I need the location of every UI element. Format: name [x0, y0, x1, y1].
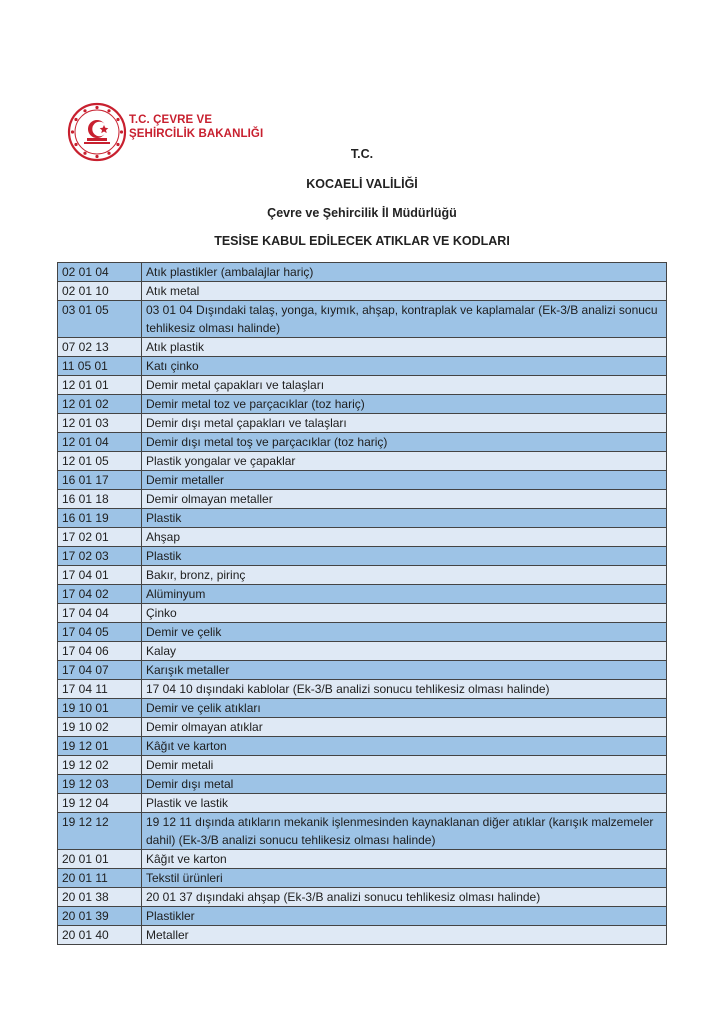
waste-code: 19 10 02 [58, 718, 142, 737]
table-row [58, 699, 667, 718]
table-row [58, 756, 667, 775]
waste-description: Kâğıt ve karton [142, 850, 667, 869]
table-row [58, 452, 667, 471]
table-row [58, 282, 667, 301]
waste-description: 03 01 04 Dışındaki talaş, yonga, kıymık, ahşap, kontraplak ve kaplamalar (Ek-3/B analizi sonucu tehlikesiz olması halinde) [142, 301, 667, 338]
waste-code: 19 12 03 [58, 775, 142, 794]
waste-description: Demir dışı metal [142, 775, 667, 794]
waste-description: 20 01 37 dışındaki ahşap (Ek-3/B analizi sonucu tehlikesiz olması halinde) [142, 888, 667, 907]
table-row [58, 509, 667, 528]
waste-description: 17 04 10 dışındaki kablolar (Ek-3/B analizi sonucu tehlikesiz olması halinde) [142, 680, 667, 699]
table-row [58, 263, 667, 282]
waste-description: Plastikler [142, 907, 667, 926]
table-row [58, 414, 667, 433]
heading-tc: T.C. [350, 147, 374, 161]
waste-code: 19 12 04 [58, 794, 142, 813]
waste-code: 17 04 07 [58, 661, 142, 680]
table-row [58, 376, 667, 395]
waste-code: 19 12 02 [58, 756, 142, 775]
waste-description: Kalay [142, 642, 667, 661]
waste-description: Kâğıt ve karton [142, 737, 667, 756]
ministry-name [129, 113, 263, 141]
waste-description: Demir dışı metal çapakları ve talaşları [142, 414, 667, 433]
table-row [58, 737, 667, 756]
waste-code: 20 01 01 [58, 850, 142, 869]
waste-description: Demir olmayan metaller [142, 490, 667, 509]
waste-code: 02 01 10 [58, 282, 142, 301]
table-row [58, 338, 667, 357]
waste-description: Karışık metaller [142, 661, 667, 680]
waste-code: 16 01 18 [58, 490, 142, 509]
waste-description: Plastik [142, 547, 667, 566]
table-row [58, 661, 667, 680]
waste-codes-body [58, 263, 667, 945]
waste-code: 20 01 40 [58, 926, 142, 945]
waste-code: 16 01 17 [58, 471, 142, 490]
waste-description: Çinko [142, 604, 667, 623]
waste-code: 19 10 01 [58, 699, 142, 718]
waste-code: 19 12 12 [58, 813, 142, 850]
waste-description: Metaller [142, 926, 667, 945]
waste-code: 17 04 04 [58, 604, 142, 623]
table-row [58, 718, 667, 737]
waste-code: 12 01 04 [58, 433, 142, 452]
waste-description: Demir metal çapakları ve talaşları [142, 376, 667, 395]
table-row [58, 604, 667, 623]
waste-code: 12 01 02 [58, 395, 142, 414]
waste-description: Katı çinko [142, 357, 667, 376]
table-row [58, 775, 667, 794]
table-row [58, 357, 667, 376]
waste-code: 17 04 02 [58, 585, 142, 604]
waste-code: 11 05 01 [58, 357, 142, 376]
waste-code: 17 04 11 [58, 680, 142, 699]
waste-description: Atık metal [142, 282, 667, 301]
waste-code: 12 01 01 [58, 376, 142, 395]
heading-directorate: Çevre ve Şehircilik İl Müdürlüğü [267, 206, 457, 220]
heading-governorship: KOCAELİ VALİLİĞİ [306, 177, 418, 191]
waste-code: 03 01 05 [58, 301, 142, 338]
waste-description: 19 12 11 dışında atıkların mekanik işlenmesinden kaynaklanan diğer atıklar (karışık malzemeler dahil) (Ek-3/B analizi sonucu tehlikesiz olması halinde) [142, 813, 667, 850]
table-row [58, 490, 667, 509]
waste-description: Demir dışı metal toş ve parçacıklar (toz hariç) [142, 433, 667, 452]
waste-description: Plastik ve lastik [142, 794, 667, 813]
waste-description: Tekstil ürünleri [142, 869, 667, 888]
ministry-name-line2: ŞEHİRCİLİK BAKANLIĞI [129, 128, 264, 140]
waste-description: Bakır, bronz, pirinç [142, 566, 667, 585]
waste-code: 07 02 13 [58, 338, 142, 357]
table-row [58, 528, 667, 547]
table-row [58, 623, 667, 642]
waste-code: 20 01 39 [58, 907, 142, 926]
waste-description: Demir metaller [142, 471, 667, 490]
table-row [58, 642, 667, 661]
waste-code: 17 02 01 [58, 528, 142, 547]
table-row [58, 907, 667, 926]
table-row [58, 433, 667, 452]
table-row [58, 395, 667, 414]
document-title: TESİSE KABUL EDİLECEK ATIKLAR VE KODLARI [214, 234, 510, 248]
table-row [58, 869, 667, 888]
waste-description: Ahşap [142, 528, 667, 547]
waste-code: 16 01 19 [58, 509, 142, 528]
waste-code: 20 01 38 [58, 888, 142, 907]
table-row [58, 471, 667, 490]
waste-description: Demir ve çelik atıkları [142, 699, 667, 718]
table-row [58, 794, 667, 813]
waste-code: 17 04 06 [58, 642, 142, 661]
waste-code: 20 01 11 [58, 869, 142, 888]
waste-description: Demir olmayan atıklar [142, 718, 667, 737]
waste-description: Plastik [142, 509, 667, 528]
waste-code: 17 02 03 [58, 547, 142, 566]
waste-code: 02 01 04 [58, 263, 142, 282]
waste-description: Demir ve çelik [142, 623, 667, 642]
waste-description: Plastik yongalar ve çapaklar [142, 452, 667, 471]
waste-description: Atık plastikler (ambalajlar hariç) [142, 263, 667, 282]
waste-code: 19 12 01 [58, 737, 142, 756]
waste-description: Atık plastik [142, 338, 667, 357]
table-row [58, 888, 667, 907]
waste-description: Demir metali [142, 756, 667, 775]
table-row [58, 566, 667, 585]
table-row [58, 585, 667, 604]
table-row [58, 850, 667, 869]
waste-code: 12 01 03 [58, 414, 142, 433]
waste-code: 17 04 01 [58, 566, 142, 585]
table-row [58, 926, 667, 945]
waste-description: Demir metal toz ve parçacıklar (toz hariç) [142, 395, 667, 414]
table-row [58, 813, 667, 850]
waste-code: 17 04 05 [58, 623, 142, 642]
waste-description: Alüminyum [142, 585, 667, 604]
table-row [58, 301, 667, 338]
table-row [58, 680, 667, 699]
table-row [58, 547, 667, 566]
waste-codes-table [57, 262, 667, 945]
waste-code: 12 01 05 [58, 452, 142, 471]
ministry-name-line1: T.C. ÇEVRE VE [129, 114, 213, 126]
